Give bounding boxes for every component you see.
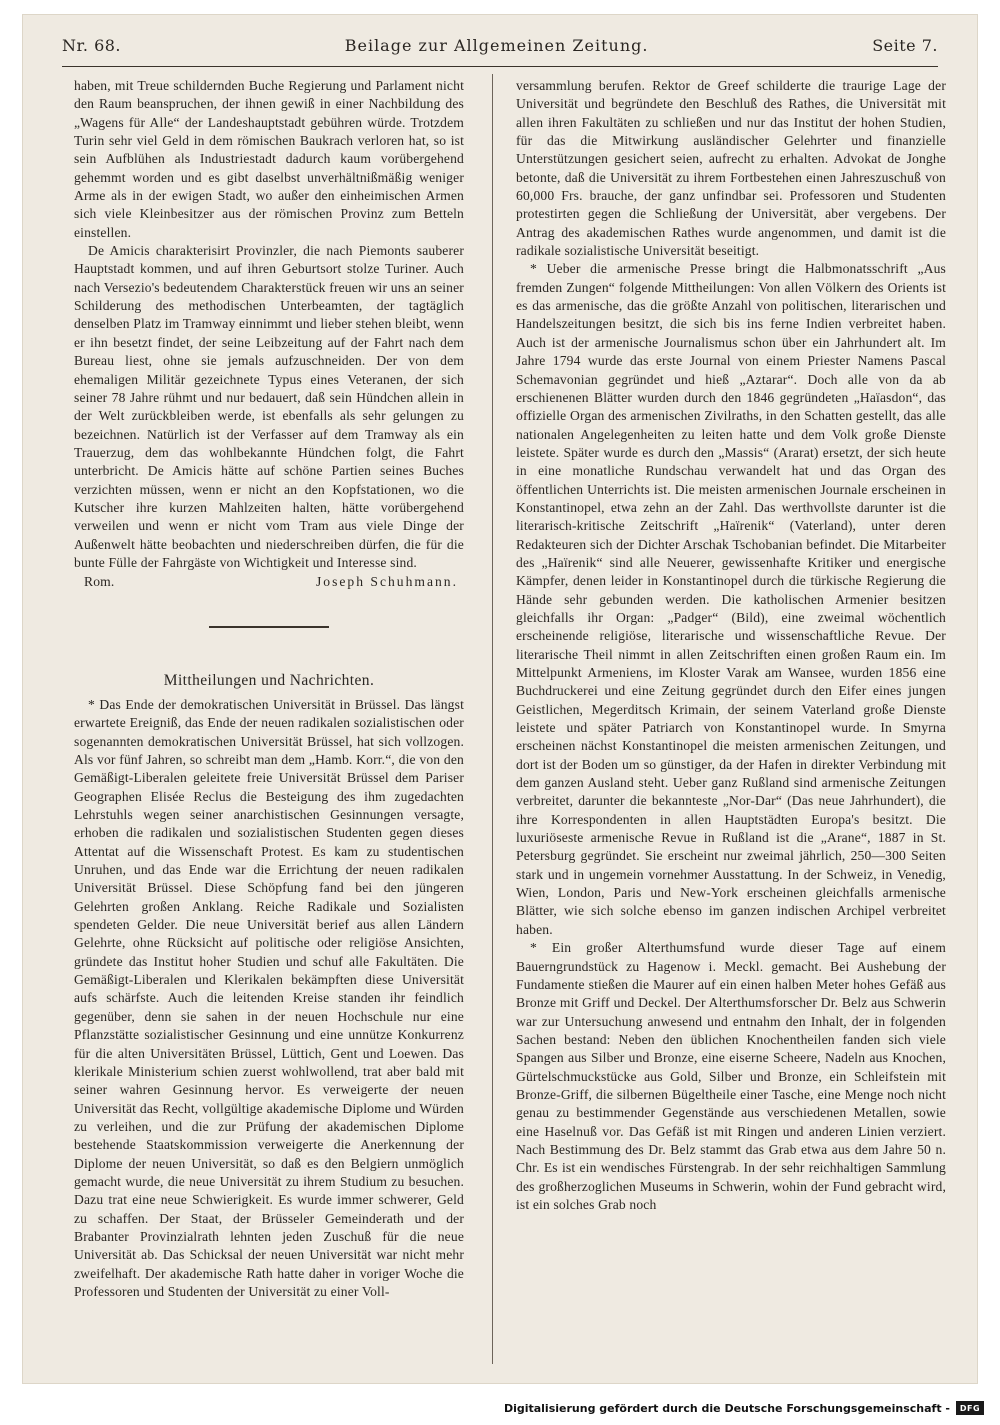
paragraph-bruessel-university: * Das Ende der demokratischen Universität in Brüssel. Das längst erwartete Ereigniß, das Ende der neuen radikalen sozialistischen oder sogenannten demokratischen Universität Brüssel, hat sich vollzogen. Als vor fünf Jahren, so schreibt man dem „Hamb. Korr.“, die von den Gemäßigt-Liberalen geleitete freie Universität Brüssel dem Pariser Geographen Elisée Reclus die Besteigung des ihm zugedachten Lehrstuhls wegen seiner anarchistischen Gesinnungen versagte, erhoben die radikalen und sozialistischen Studenten gegen dieses Attentat auf die Wissenschaft Protest. Es kam zu studentischen Unruhen, und das Ende war die Errichtung der neuen radikalen Universität Brüssel. Diese Schöpfung fand bei den jüngeren Gelehrten großen Anklang. Reiche Radikale und Sozialisten spendeten Gelder. Die neue Universität berief aus allen Ländern Gelehrte, ohne Rücksicht auf politische oder religiöse Ansichten, gründete das Institut hoher Studien und schuf alle Fakultäten. Die Gemäßigt-Liberalen und Klerikalen bekämpften diese Universität aufs schärfste. Auch die leitenden Kreise standen ihr feindlich gegenüber, denn sie sahen in der neuen Hochschule nur eine Pflanzstätte sozialistischer Gesinnung und eine unnütze Konkurrenz für die alten Universitäten Brüssel, Lüttich, Gent und Loewen. Das klerikale Ministerium schien zuerst wohlwollend, trat aber bald mit seiner wahren Gesinnung hervor. Es verweigerte der neuen Universität das Recht, vollgültige akademische Diplome und Würden zu verleihen, und die zur Prüfung der akademischen Diplome bestehende Staatskommission verweigerte die Anerkennung der Diplome der neuen Universität, so daß es den Belgiern unmöglich gemacht wurde, die neue Universität zu ihrem Studium zu besuchen. Dazu trat eine neue Schwierigkeit. Es wurde immer schwerer, Geld zu schaffen. Der Staat, der Brüsseler Gemeinderath und der Brabanter Provinzialrath lehnten jeden Zuschuß für die neue Universität ab. Das Schicksal der neuen Universität war nicht mehr zweifelhaft. Der akademische Rath hatte daher in voriger Woche die Professoren und Studenten der Universität zu einer Voll- — [74, 696, 464, 1299]
issue-number: Nr. 68. — [62, 36, 122, 55]
article-signature — [74, 573, 464, 591]
author-name: Joseph Schuhmann. — [316, 574, 458, 590]
newspaper-page — [22, 14, 978, 1384]
running-head — [62, 36, 938, 62]
column-divider — [492, 74, 493, 1364]
left-column — [74, 77, 464, 1301]
header-rule — [62, 66, 938, 67]
paragraph-de-amicis: De Amicis charakterisirt Provinzler, die nach Piemonts sauberer Hauptstadt kommen, und auf ihren Geburtsort stolze Turiner. Auch nach Versezio's bedeutendem Charakterstück freuen wir uns an seiner Schilderung des methodischen Unterbeamten, der tagtäglich denselben Platz im Tramway einnimmt und lieber stehen bleibt, wenn er ihn besetzt findet, der seine Leibzeitung auf der Fahrt nach dem Bureau liest, ohne sie jemals aufzuschneiden. Der von dem ehemaligen Militär gezeichnete Typus eines Veteranen, der sich seiner 78 Jahre rühmt und nur bedauert, daß sein Hündchen allein in der Welt zurückbleiben werde, ist ebenfalls als sehr gelungen zu bezeichnen. Natürlich ist der Verfasser auf dem Tramway als ein Trauerzug, dem das wohlbekannte Hündchen folgt, die Fahrt unterbricht. De Amicis hätte auf schöne Partien seines Buches verzichten müssen, wenn er nicht an den Kopfstationen, wo die Kutscher ihre kurzen Mahlzeiten halten, hätte vorübergehend verweilen und wenn er nicht vom Tram aus viele Dinge der Außenwelt hätte beobachten und niederschreiben dürfen, die für die bunte Fülle der Fahrgäste von Wichtigkeit und Interesse sind. — [74, 243, 464, 570]
paragraph-armenian-press: * Ueber die armenische Presse bringt die Halbmonatsschrift „Aus fremden Zungen“ folgende Mittheilungen: Von allen Völkern des Orients ist es das armenische, das die größte Anzahl von politischen, literarischen und Handelszeitungen besitzt, die sich bis ins ferne Indien verbreitet haben. Auch ist der armenische Journalismus schon über ein Jahrhundert alt. Im Jahre 1794 wurde das erste Journal von einem Priester Namens Pascal Schemavonian gegründet und hieß „Aztarar“. Doch alle von da ab erschienenen Blätter wurden durch den 1846 gegründeten „Haïasdon“, das offizielle Organ des armenischen Zivilraths, in den Schatten gestellt, das alle nationalen Angelegenheiten zu leiten hatte und dem Volk große Dienste leistete. Später wurde es durch den „Massis“ (Ararat) ersetzt, der sich heute in eine monatliche Rundschau verwandelt hat und das Organ des öffentlichen Unterrichts ist. Die meisten armenischen Journale erscheinen in Konstantinopel, etwa zehn an der Zahl. Das werthvollste darunter ist die literarisch-kritische Zeitschrift „Haïrenik“ (Vaterland), unter deren Redakteuren sich der Dichter Arschak Tschobanian befindet. Die Mitarbeiter des „Haïrenik“ sind alle Neuerer, gewissenhafte Kritiker und energische Kämpfer, denen leider in Konstantinopel durch die türkische Regierung die Hände sehr gebunden werden. Die katholischen Armenier besitzen gleichfalls ihr Organ: „Padger“ (Bild), eine zweimal wöchentlich erscheinende religiöse, literarische und wissenschaftliche Revue. Der literarische Theil nimmt in allen Zeitschriften einen großen Raum ein. Im Mittelpunkt Armeniens, im Kloster Varak am Wansee, wurden 1856 eine Buchdruckerei und eine Zeitung gegründet durch den Eifer eines jungen Geistlichen, Megerditsch Krimain, der seinem Vaterland große Dienste leistete und später Patriarch von Konstantinopel wurde. In Smyrna erscheinen nächst Konstantinopel die meisten armenischen Zeitungen, und dort ist der Boden um so günstiger, da der Hafen in direkter Verbindung mit dem ganzen Ausland steht. Ueber ganz Rußland sind armenische Zeitungen verbreitet, darunter die bekannteste „Nor-Dar“ (Das neue Jahrhundert), die ihre Korrespondenten in allen Hauptstädten Europa's besitzt. Die luxuriöseste armenische Revue in Rußland ist die „Arane“, 1887 in St. Petersburg gegründet. Sie erscheint nur zweimal jährlich, 250—300 Seiten stark und in ungemein vornehmer Ausstattung. In der Schweiz, in Venedig, Wien, London, Paris und New-York erscheinen gleichfalls armenische Blätter, wie sich solche ebenso im ganzen indischen Archipel verbreitet haben. — [516, 261, 946, 937]
paragraph-hagenow-find: * Ein großer Alterthumsfund wurde dieser Tage auf einem Bauerngrundstück zu Hagenow i. Meckl. gemacht. Bei Aushebung der Fundamente stießen die Maurer auf ein einen halben Meter hohes Gefäß aus Bronze mit Griff und Deckel. Der Alterthumsforscher Dr. Belz aus Schwerin war zur Untersuchung anwesend und entnahm den Inhalt, der in folgenden Sachen bestand: Neben den üblichen Knochentheilen fanden sich viele Spangen aus Silber und Bronze, eine eiserne Scheere, Nadeln aus Knochen, Gürtelschmuckstücke aus Gold, Silber und Bronze, ein Schleifstein mit Bronze-Griff, die silbernen Bügeltheile einer Tasche, eine Menge noch nicht genau zu bestimmender Gegenstände aus verschiedenen Metallen, sowie eine Haselnuß vor. Das Gefäß ist mit Ringen und anderen Linien verziert. Nach Bestimmung des Dr. Belz stammt das Grab etwa aus dem Jahre 50 n. Chr. Es ist ein wendisches Fürstengrab. In der sehr reichhaltigen Sammlung des großherzoglichen Museums in Schwerin, wohin der Fund gebracht wird, ist ein solches Grab noch — [516, 940, 946, 1212]
section-divider-ornament — [209, 626, 329, 628]
footer-credit: Digitalisierung gefördert durch die Deutsche Forschungsgemeinschaft - — [503, 1401, 950, 1415]
digitization-footer — [0, 1398, 1000, 1418]
dfg-logo-icon: DFG — [956, 1401, 984, 1415]
dateline-place: Rom. — [84, 574, 115, 590]
page-number: Seite 7. — [872, 36, 938, 55]
supplement-title: Beilage zur Allgemeinen Zeitung. — [344, 36, 649, 55]
section-heading: Mittheilungen und Nachrichten. — [163, 671, 375, 689]
right-column — [516, 77, 946, 1214]
paragraph-turin-continued: haben, mit Treue schildernden Buche Regierung und Parlament nicht den Raum beanspruchen, der ihnen gewiß in einer Nachbildung des „Wagens für Alle“ der Landeshauptstadt gebühren würde. Trotzdem Turin sehr viel Geld in dem römischen Baukrach verloren hat, so ist sein Aufblühen als Industriestadt dadurch kaum vorübergehend gehemmt worden und es gibt daselbst unverhältnißmäßig weniger Arme als in der ewigen Stadt, wo außer den einheimischen Armen sich viele Kleinbesitzer aus der römischen Provinz zum Betteln einstellen. — [74, 78, 464, 240]
paragraph-bruessel-continued: versammlung berufen. Rektor de Greef schilderte die traurige Lage der Universität und begründete den Beschluß des Rathes, die Universität mit allen ihren Fakultäten zu schließen und nur das Institut der hohen Studien, für das die Mitwirkung ausländischer Gelehrter und finanzielle Unterstützungen gesichert seien, aufrecht zu erhalten. Advokat de Jonghe betonte, daß die Universität zu ihrem Fortbestehen einen Jahreszuschuß von 60,000 Frs. brauche, der ganz unfindbar sei. Professoren und Studenten protestirten gegen die Schließung der Universität, aber vergebens. Der Antrag des akademischen Rathes wurde angenommen, und damit ist die radikale sozialistische Universität beseitigt. — [516, 78, 946, 259]
